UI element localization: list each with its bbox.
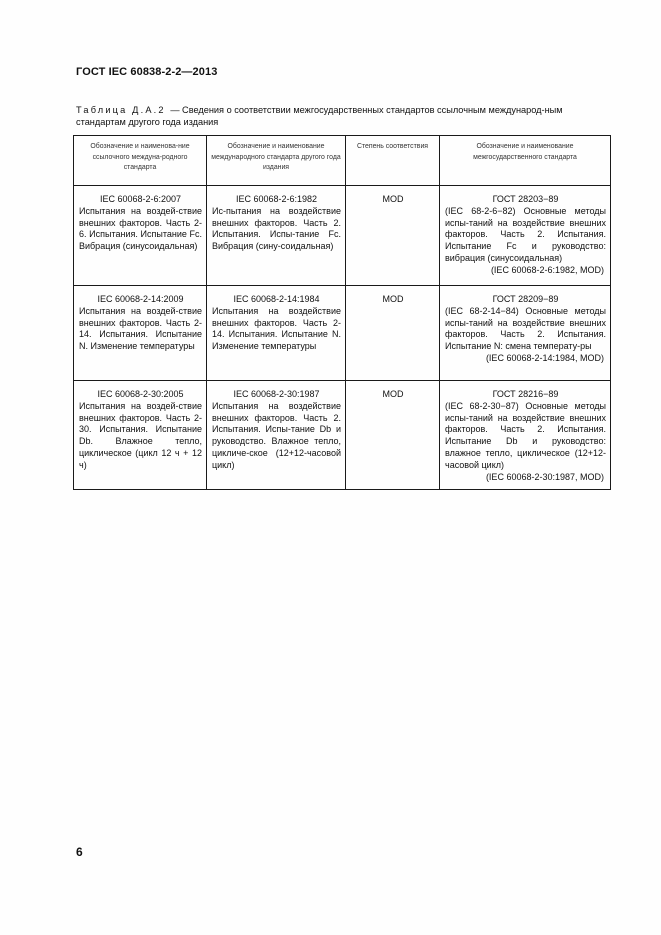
reference-standard-code: IEC 60068-2-30:2005	[97, 389, 184, 399]
cell-interstate-standard	[440, 286, 611, 381]
interstate-standard-reference: (IEC 60068-2-6:1982, MOD)	[490, 264, 604, 275]
table-header-row	[74, 136, 611, 186]
reference-standard-title: Испытания на воздей-ствие внешних факторов. Часть 2-14. Испытания. Испытание N. Изменение температуры	[79, 305, 202, 352]
international-standard-title: Ис-пытания на воздействие внешних факторов. Часть 2. Испытания. Испы-тание Fc. Вибрация (сину-соидальная)	[212, 205, 341, 252]
interstate-standard-title: (IEC 68-2-14−84) Основные методы испы-таний на воздействие внешних факторов. Часть 2. Испытания. Испытание N: смена температу-ры	[445, 305, 606, 352]
international-standard-code: IEC 60068-2-6:1982	[235, 194, 318, 204]
table-caption	[76, 104, 596, 128]
degree-value: MOD	[382, 389, 404, 399]
international-standard-title: Испытания на воздействие внешних факторов. Часть 2-14. Испытания. Испытание N. Изменение температуры	[212, 305, 341, 352]
cell-interstate-standard	[440, 186, 611, 286]
cell-reference-standard	[74, 286, 207, 381]
cell-international-standard	[207, 286, 346, 381]
cell-degree	[346, 186, 440, 286]
header-interstate-standard: Обозначение и наименование межгосударственного стандарта	[440, 136, 611, 186]
interstate-standard-title: (IEC 68-2-30−87) Основные методы испы-таний на воздействие внешних факторов. Часть 2. Испытания. Испытание Db и руководство: влажное тепло, циклическое (12+12-часовой цикл)	[445, 400, 606, 470]
degree-value: MOD	[382, 294, 404, 304]
cell-reference-standard	[74, 381, 207, 490]
cell-degree	[346, 286, 440, 381]
table-caption-label: Таблица Д.А.2	[76, 105, 166, 115]
table-caption-text: — Сведения о соответствии межгосударственных стандартов ссылочным международ-ным стандартам другого года издания	[76, 105, 563, 127]
cell-international-standard	[207, 186, 346, 286]
cell-interstate-standard	[440, 381, 611, 490]
header-reference-standard: Обозначение и наименова-ние ссылочного междуна-родного стандарта	[74, 136, 207, 186]
table-row	[74, 381, 611, 490]
header-international-standard: Обозначение и наименование международного стандарта другого года издания	[207, 136, 346, 186]
standards-correspondence-table	[73, 135, 611, 490]
reference-standard-code: IEC 60068-2-6:2007	[99, 194, 182, 204]
international-standard-code: IEC 60068-2-14:1984	[233, 294, 320, 304]
reference-standard-title: Испытания на воздей-ствие внешних факторов. Часть 2-30. Испытания. Испытание Db. Влажное тепло, циклическое (цикл 12 ч + 12 ч)	[79, 400, 202, 470]
interstate-standard-code: ГОСТ 28203−89	[492, 194, 559, 204]
international-standard-title: Испытания на воздействие внешних факторов. Часть 2. Испытания. Испы-тание Db и руководство. Влажное тепло, цикличе-ское (12+12-часовой цикл)	[212, 400, 341, 470]
interstate-standard-title: (IEC 68-2-6−82) Основные методы испы-таний на воздействие внешних факторов. Часть 2. Испытания. Испытание Fc и руководство: вибрация (синусоидальная)	[445, 205, 606, 263]
degree-value: MOD	[382, 194, 404, 204]
cell-reference-standard	[74, 186, 207, 286]
reference-standard-title: Испытания на воздей-ствие внешних факторов. Часть 2-6. Испытания. Испытание Fc. Вибрация (синусоидальная)	[79, 205, 202, 252]
reference-standard-code: IEC 60068-2-14:2009	[97, 294, 184, 304]
document-header-title: ГОСТ IEC 60838-2-2—2013	[76, 66, 218, 78]
interstate-standard-code: ГОСТ 28209−89	[492, 294, 559, 304]
table-row	[74, 186, 611, 286]
cell-degree	[346, 381, 440, 490]
interstate-standard-reference: (IEC 60068-2-14:1984, MOD)	[485, 352, 604, 363]
table-row	[74, 286, 611, 381]
cell-international-standard	[207, 381, 346, 490]
header-degree-of-correspondence: Степень соответствия	[346, 136, 440, 186]
page-number: 6	[76, 845, 83, 859]
interstate-standard-reference: (IEC 60068-2-30:1987, MOD)	[485, 471, 604, 482]
interstate-standard-code: ГОСТ 28216−89	[492, 389, 559, 399]
international-standard-code: IEC 60068-2-30:1987	[233, 389, 320, 399]
